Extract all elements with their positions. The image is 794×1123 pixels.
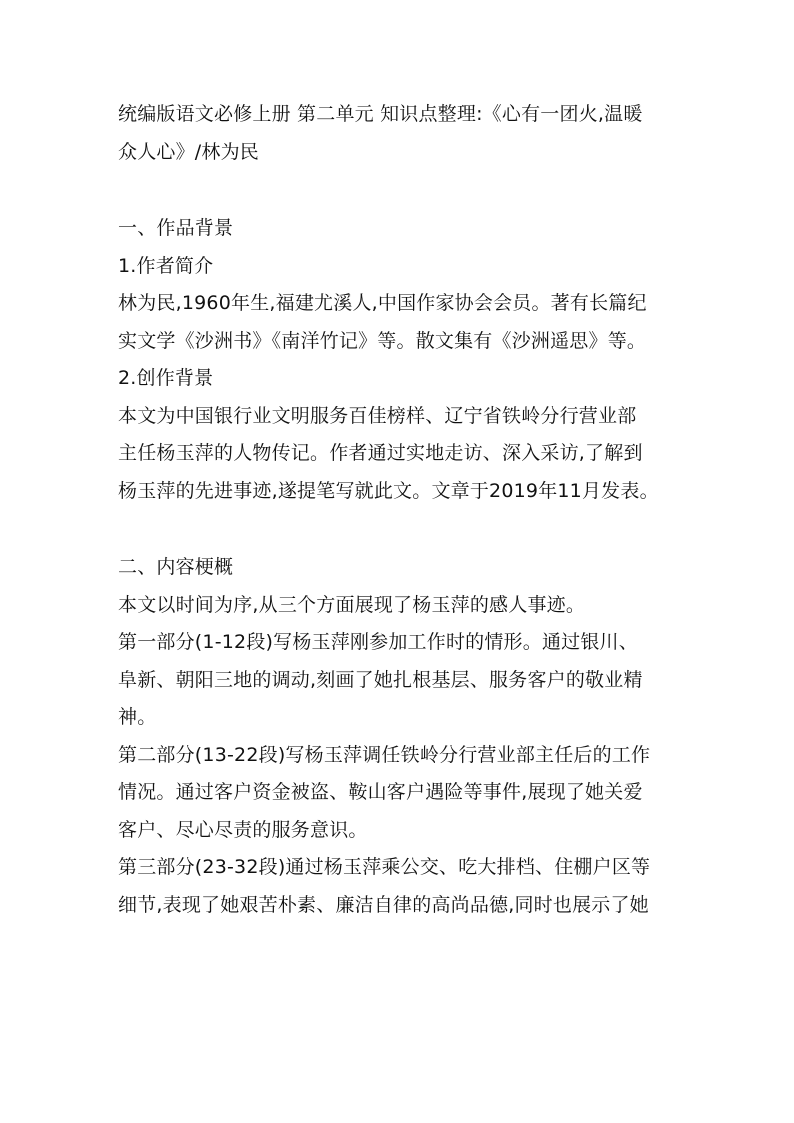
paragraph-line: 第三部分(23-32段)通过杨玉萍乘公交、吃大排档、住棚户区等 (118, 856, 651, 878)
title-line: 众人心》/林为民 (118, 140, 260, 163)
section-background (118, 210, 688, 510)
subsection-heading-author: 1.作者简介 (118, 254, 214, 277)
paragraph-line: 第一部分(1-12段)写杨玉萍刚参加工作时的情形。通过银川、 (118, 631, 638, 653)
paragraph-line: 实文学《沙洲书》《南洋竹记》等。散文集有《沙洲遥思》等。 (118, 329, 647, 352)
paragraph-line: 客户、尽心尽责的服务意识。 (118, 818, 368, 841)
paragraph-line: 情况。通过客户资金被盗、鞍山客户遇险等事件,展现了她关爱 (118, 781, 643, 803)
document-title (118, 96, 688, 171)
paragraph-line: 阜新、朝阳三地的调动,刻画了她扎根基层、服务客户的敬业精 (118, 668, 643, 691)
paragraph-line: 本文为中国银行业文明服务百佳榜样、辽宁省铁岭分行营业部 (118, 404, 637, 427)
spacer (118, 171, 688, 210)
paragraph-line: 第二部分(13-22段)写杨玉萍调任铁岭分行营业部主任后的工作 (118, 743, 651, 766)
document-page (118, 96, 688, 924)
paragraph-line: 杨玉萍的先进事迹,遂提笔写就此文。文章于2019年11月发表。 (118, 479, 659, 502)
paragraph-line: 神。 (118, 706, 157, 728)
paragraph-line: 细节,表现了她艰苦朴素、廉洁自律的高尚品德,同时也展示了她 (118, 893, 649, 916)
section-summary (118, 549, 688, 924)
paragraph-line: 林为民,1960年生,福建尤溪人,中国作家协会会员。著有长篇纪 (118, 292, 647, 314)
paragraph-line: 主任杨玉萍的人物传记。作者通过实地走访、深入采访,了解到 (118, 442, 643, 464)
paragraph-line: 本文以时间为序,从三个方面展现了杨玉萍的感人事迹。 (118, 593, 586, 616)
section-heading: 一、作品背景 (118, 217, 234, 239)
title-line: 统编版语文必修上册 第二单元 知识点整理:《心有一团火,温暖 (118, 103, 643, 125)
section-heading: 二、内容梗概 (118, 556, 234, 578)
subsection-heading-background: 2.创作背景 (118, 367, 214, 389)
spacer (118, 510, 688, 549)
